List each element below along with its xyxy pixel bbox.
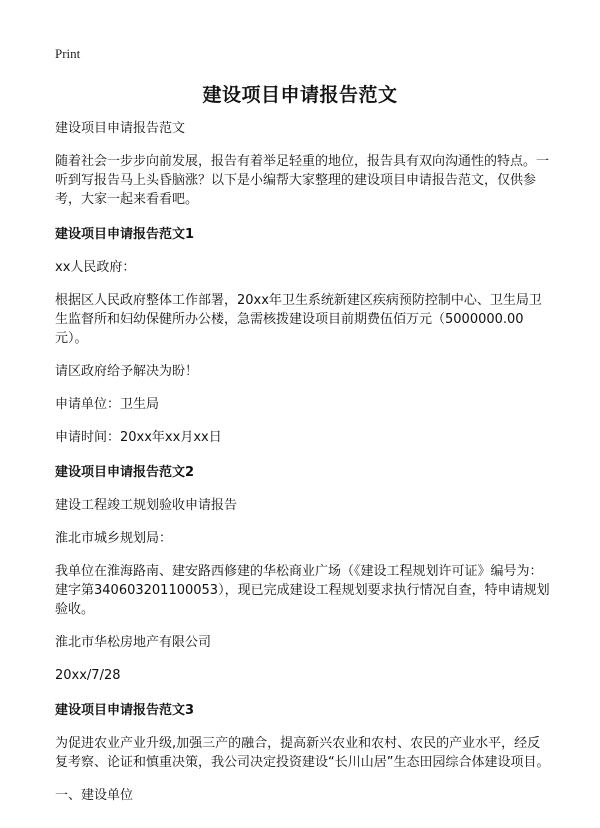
- paragraph: 为促进农业产业升级,加强三产的融合，提高新兴农业和农村、农民的产业水平，经反复考察、论证和慎重决策，我公司决定投资建设“长川山居”生态田园综合体建设项目。: [55, 736, 550, 770]
- document-body: [55, 119, 550, 805]
- print-link[interactable]: Print: [55, 46, 81, 61]
- doc-subtitle: 建设项目申请报告范文: [55, 121, 186, 136]
- paragraph: 根据区人民政府整体工作部署，20xx年卫生系统新建区疾病预防控制中心、卫生局卫生监督所和妇幼保健所办公楼，急需核拨建设项目前期费伍佰万元（5000000.00元）。: [55, 293, 542, 346]
- section-heading: 建设项目申请报告范文3: [55, 703, 195, 718]
- section-heading: 建设项目申请报告范文2: [55, 465, 195, 480]
- intro-paragraph: 随着社会一步步向前发展，报告有着举足轻重的地位，报告具有双向沟通性的特点。一听到写报告马上头昏脑涨？以下是小编帮大家整理的建设项目申请报告范文，仅供参考，大家一起来看看吧。: [55, 154, 550, 207]
- paragraph: 请区政府给予解决为盼！: [55, 364, 199, 379]
- paragraph: 一、建设单位: [55, 788, 134, 803]
- paragraph: xx人民政府：: [55, 260, 136, 275]
- paragraph: 淮北市华松房地产有限公司: [55, 635, 212, 650]
- paragraph: 建设工程竣工规划验收申请报告: [55, 498, 238, 513]
- paragraph: 淮北市城乡规划局：: [55, 531, 173, 546]
- paragraph: 申请单位：卫生局: [55, 397, 160, 412]
- paragraph: 我单位在淮海路南、建安路西修建的华松商业广场（《建设工程规划许可证》编号为：建字第340603201100053），现已完成建设工程规划要求执行情况自查，特申请规划验收。: [55, 564, 550, 617]
- paragraph: 20xx/7/28: [55, 668, 121, 683]
- section-heading: 建设项目申请报告范文1: [55, 227, 195, 242]
- page-title: 建设项目申请报告范文: [202, 84, 398, 106]
- paragraph: 申请时间：20xx年xx月xx日: [55, 430, 222, 445]
